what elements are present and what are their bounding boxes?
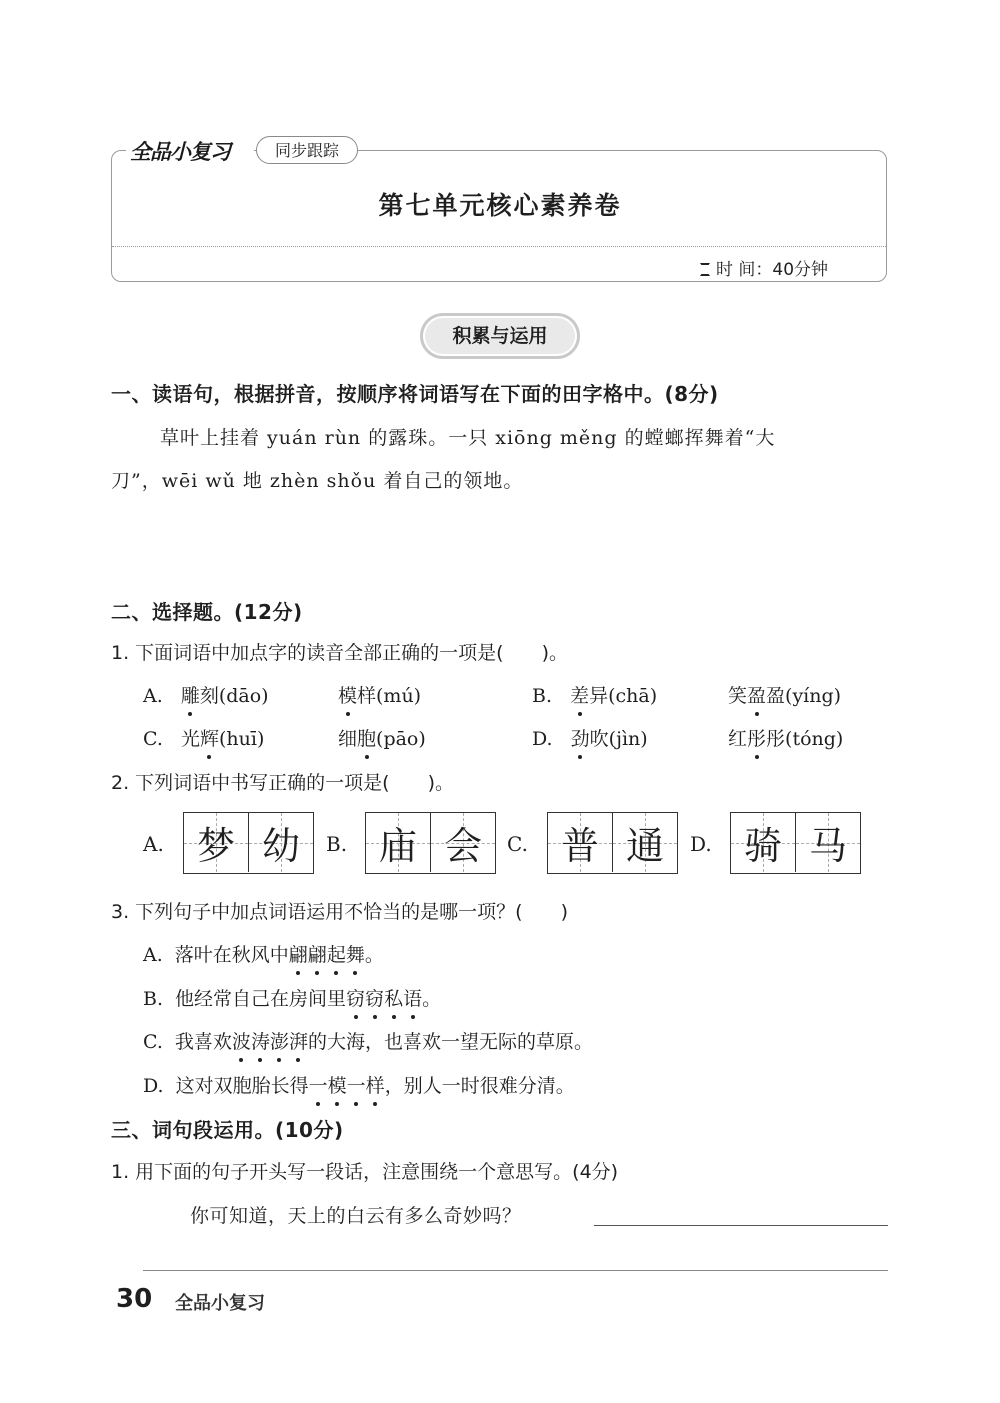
time-limit (700, 255, 828, 280)
grid-cell (731, 813, 795, 872)
q1-line2: 刀”，wēi wǔ 地 zhèn shǒu 着自己的领地。 (111, 470, 524, 492)
grid-char: 骑 (743, 824, 782, 868)
q2-s1-option-a-word2 (338, 681, 421, 708)
q2-s3-option-b[interactable] (143, 984, 441, 1011)
time-label: 时 间：40分钟 (716, 260, 829, 280)
q2-s1-option-a[interactable] (143, 681, 269, 708)
sentence-part: 这对双胞胎长得 (175, 1075, 309, 1097)
word-part: (pāo) (376, 728, 426, 750)
grid-char: 庙 (378, 824, 417, 868)
sentence-part: 。 (364, 944, 384, 966)
dotted-char: 翩 (307, 944, 327, 966)
dotted-char: 盈 (747, 685, 767, 707)
grid-char: 梦 (196, 824, 235, 868)
grid-char: 幼 (261, 824, 300, 868)
header-divider (112, 246, 886, 247)
word (181, 685, 269, 707)
grid-cell (430, 813, 495, 872)
word-part: 红 (728, 728, 748, 750)
q2-s1-option-d[interactable] (532, 724, 648, 751)
dotted-char: 翩 (288, 944, 308, 966)
grid-option-b-letter[interactable]: B. (326, 832, 348, 856)
q2-s2-stem: 2. 下列词语中书写正确的一项是( )。 (111, 772, 454, 794)
word-part: 吹(jìn) (589, 728, 648, 750)
dotted-char: 一 (308, 1075, 328, 1097)
grid-cell (612, 813, 677, 872)
page-title: 第七单元核心素养卷 (378, 191, 622, 220)
q2-s1-option-c-word2 (338, 724, 426, 751)
q2-heading: 二、选择题。(12分) (111, 600, 303, 624)
dotted-char: 一 (346, 1075, 366, 1097)
word-part: 彤(tóng) (766, 728, 844, 750)
dotted-char: 涛 (250, 1031, 270, 1053)
option-letter: B. (532, 685, 553, 707)
grid-cell (248, 813, 313, 872)
tian-grid-a (183, 812, 314, 874)
sentence-part: 他经常自己在房间里 (175, 988, 347, 1010)
grid-char: 普 (560, 824, 599, 868)
word (570, 685, 657, 707)
word (571, 728, 648, 750)
tian-grid-b (365, 812, 496, 874)
dotted-phrase (309, 1075, 385, 1097)
dotted-char: 辉 (199, 728, 219, 750)
brand-logo: 全品小复习 (130, 140, 230, 164)
q2-s1-option-c[interactable] (143, 724, 264, 751)
sentence-part: 。 (422, 988, 442, 1010)
dotted-char: 胞 (357, 728, 377, 750)
grid-option-a-letter[interactable]: A. (143, 832, 164, 856)
word-part: 光 (180, 728, 200, 750)
q3-s1-stem: 1. 用下面的句子开头写一段话，注意围绕一个意思写。(4分) (111, 1161, 619, 1183)
page-number: 30 (116, 1284, 153, 1314)
sentence-part: 落叶在秋风中 (174, 944, 289, 966)
q3-heading: 三、词句段运用。(10分) (111, 1118, 344, 1142)
dotted-char: 澎 (269, 1031, 289, 1053)
dotted-char: 彤 (747, 728, 767, 750)
word-part: 样(mú) (357, 685, 422, 707)
option-letter: D. (532, 728, 553, 750)
grid-cell (548, 813, 612, 872)
q2-s3-option-a[interactable] (143, 940, 384, 967)
q2-s1-option-b-word2 (728, 681, 841, 708)
dotted-char: 语 (403, 988, 423, 1010)
sentence-part: 我喜欢 (174, 1031, 232, 1053)
dotted-char: 窃 (346, 988, 366, 1010)
q2-s3-option-d[interactable] (143, 1071, 575, 1098)
word (181, 728, 264, 750)
dotted-phrase (289, 944, 365, 966)
sync-tag: 同步跟踪 (256, 136, 358, 164)
dotted-char: 模 (327, 1075, 347, 1097)
sentence-part: ，别人一时很难分清。 (384, 1075, 575, 1097)
hourglass-icon (700, 263, 710, 276)
footer-rule (143, 1270, 888, 1271)
sentence-part: 的大海，也喜欢一望无际的草原。 (307, 1031, 593, 1053)
dotted-phrase (232, 1031, 308, 1053)
option-letter: C. (143, 1031, 163, 1053)
word-part: 刻(dāo) (199, 685, 269, 707)
dotted-char: 模 (338, 685, 358, 707)
grid-cell (366, 813, 430, 872)
grid-char: 通 (625, 824, 664, 868)
q2-s1-option-d-word2 (728, 724, 843, 751)
dotted-char: 窃 (365, 988, 385, 1010)
dotted-char: 劲 (570, 728, 590, 750)
option-letter: B. (143, 988, 164, 1010)
footer-brand: 全品小复习 (175, 1293, 265, 1314)
dotted-char: 差 (570, 685, 590, 707)
q2-s1-stem: 1. 下面词语中加点字的读音全部正确的一项是( )。 (111, 642, 568, 664)
section-label: 积累与运用 (423, 316, 577, 356)
grid-option-d-letter[interactable]: D. (690, 832, 712, 856)
q1-line1: 草叶上挂着 yuán rùn 的露珠。一只 xiōng měng 的螳螂挥舞着“大 (160, 427, 776, 449)
word-part: 盈(yíng) (766, 685, 842, 707)
dotted-char: 样 (365, 1075, 385, 1097)
option-letter: A. (143, 685, 163, 707)
q1-heading: 一、读语句，根据拼音，按顺序将词语写在下面的田字格中。(8分) (111, 382, 719, 406)
q2-s3-option-c[interactable] (143, 1027, 593, 1054)
option-letter: A. (143, 944, 163, 966)
word-part: 细 (338, 728, 358, 750)
q2-s3-stem: 3. 下列句子中加点词语运用不恰当的是哪一项？( ) (111, 901, 568, 923)
option-letter: C. (143, 728, 163, 750)
word-part: 异(chā) (589, 685, 658, 707)
q2-s1-option-b[interactable] (532, 681, 657, 708)
grid-char: 马 (808, 824, 847, 868)
answer-line[interactable] (594, 1225, 888, 1226)
grid-cell (795, 813, 860, 872)
word-part: 笑 (728, 685, 748, 707)
dotted-char: 雕 (180, 685, 200, 707)
dotted-phrase (346, 988, 422, 1010)
option-letter: D. (143, 1075, 164, 1097)
grid-option-c-letter[interactable]: C. (507, 832, 528, 856)
tian-grid-c (547, 812, 678, 874)
dotted-char: 私 (384, 988, 404, 1010)
dotted-char: 湃 (288, 1031, 308, 1053)
dotted-char: 舞 (345, 944, 365, 966)
tian-grid-d (730, 812, 861, 874)
grid-char: 会 (443, 824, 482, 868)
word-part: (huī) (218, 728, 265, 750)
q3-s1-prompt: 你可知道，天上的白云有多么奇妙吗？ (190, 1205, 522, 1227)
dotted-char: 起 (326, 944, 346, 966)
dotted-char: 波 (231, 1031, 251, 1053)
grid-cell (184, 813, 248, 872)
